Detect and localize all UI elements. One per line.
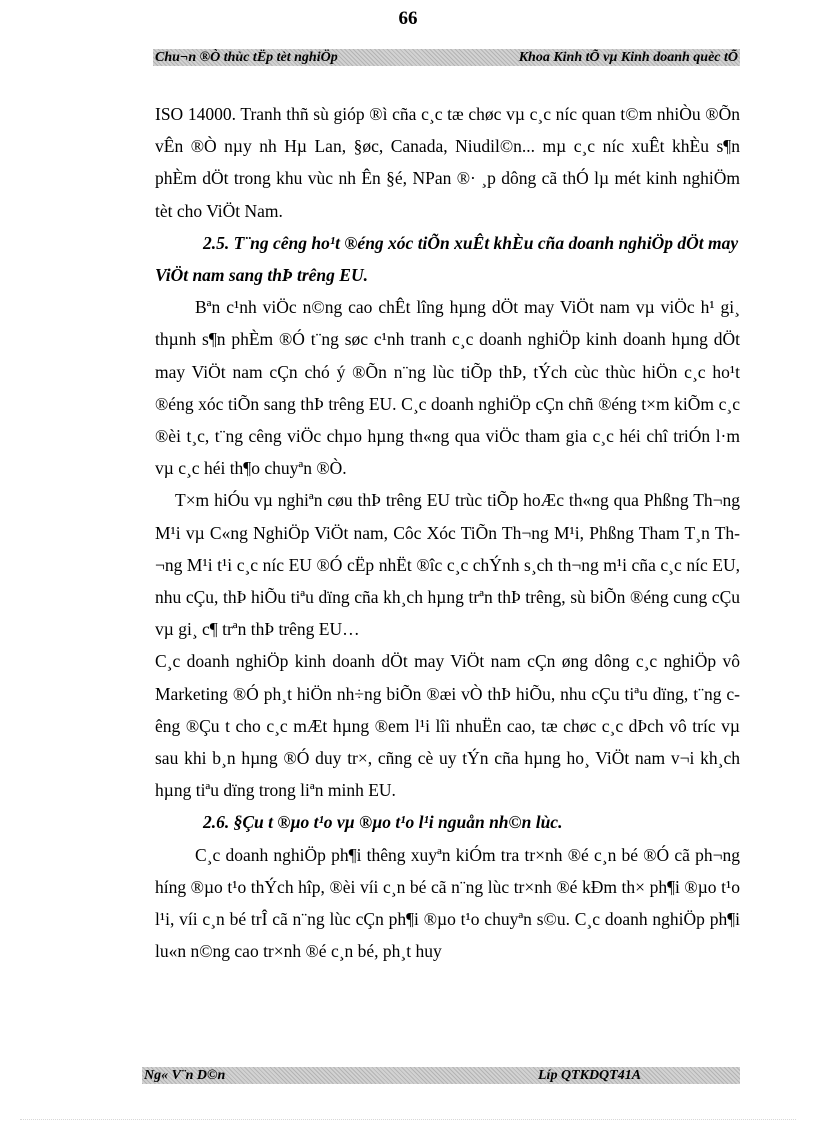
paragraph-staff-training: C¸c doanh nghiÖp ph¶i thêng xuyªn kiÓm tra tr×nh ®é c¸n bé ®Ó cã ph¬ng híng ®µo t¹o thÝch hîp, ®èi víi c¸n bé cã n¨ng lùc tr×nh ®é kÐm th× ph¶i ®µo t¹o l¹i, víi c¸n bé trÎ cã n¨ng lùc cÇn ph¶i ®µo t¹o chuyªn s©u. C¸c doanh nghiÖp ph¶i lu«n n©ng cao tr×nh ®é c¸n bé, ph¸t huy (155, 844, 740, 962)
footer-author: Ng« V¨n D©n (144, 1067, 226, 1083)
section-heading-2-6: 2.6. §Çu t ®µo t¹o vµ ®µo t¹o l¹i nguån nh©n lùc. (203, 812, 563, 833)
footer-class: Líp QTKDQT41A (538, 1067, 642, 1083)
paragraph-marketing-application: C¸c doanh nghiÖp kinh doanh dÖt may ViÖt nam cÇn øng dông c¸c nghiÖp vô Marketing ®Ó ph¸t hiÖn nh÷ng biÕn ®æi vÒ thÞ hiÕu, nhu cÇu tiªu dïng, t¨ng cêng ®Çu t cho c¸c mÆt hµng ®em l¹i lîi nhuËn cao, tæ chøc c¸c dÞch vô tríc vµ sau khi b¸n hµng ®Ó duy tr×, cñng cè uy tÝn cña hµng ho¸ ViÖt nam v¬i kh¸ch hµng tiªu dïng trong liªn minh EU. (155, 651, 740, 801)
paragraph-iso-14000: ISO 14000. Tranh thñ sù gióp ®ì cña c¸c tæ chøc vµ c¸c níc quan t©m nhiÒu ®Õn vÊn ®Ò nµy nh Hµ Lan, §øc, Canada, Niudil©n... mµ c¸c níc xuÊt khÈu s¶n phÈm dÖt trong khu vùc nh Ên §é, NPan ®· ¸p dông cã thÓ lµ mét kinh nghiÖm tèt cho ViÖt Nam. (155, 104, 740, 221)
header-faculty: Khoa Kinh tÕ vµ Kinh doanh quèc tÕ (518, 49, 738, 65)
section-heading-2-5: 2.5. T¨ng cêng ho¹t ®éng xóc tiÕn xuÊt khÈu cña doanh nghiÖp dÖt may ViÖt nam sang thÞ trêng EU. (155, 232, 739, 286)
page-body (155, 98, 740, 967)
running-header (153, 49, 740, 66)
page-number: 66 (398, 8, 418, 29)
page-bottom-rule (20, 1119, 796, 1120)
paragraph-market-research: T×m hiÓu vµ nghiªn cøu thÞ trêng EU trùc tiÕp hoÆc th«ng qua Phßng Th¬ng M¹i vµ C«ng NghiÖp ViÖt nam, Côc Xóc TiÕn Th¬ng M¹i, Phßng Tham T¸n Th¬ng M¹i t¹i c¸c níc EU ®Ó cËp nhËt ®îc c¸c chÝnh s¸ch th¬ng m¹i cña c¸c níc EU, nhu cÇu, thÞ hiÕu tiªu dïng cña kh¸ch hµng trªn thÞ trêng, sù biÕn ®éng cung cÇu vµ gi¸ c¶ trªn thÞ trêng EU… (155, 490, 740, 640)
header-document-title: Chu¬n ®Ò thùc tËp tèt nghiÖp (155, 49, 338, 65)
running-footer (142, 1067, 740, 1084)
paragraph-marketing-capacity: Bªn c¹nh viÖc n©ng cao chÊt lîng hµng dÖt may ViÖt nam vµ viÖc h¹ gi¸ thµnh s¶n phÈm ®Ó t¨ng søc c¹nh tranh c¸c doanh nghiÖp kinh doanh hµng dÖt may ViÖt nam cÇn chó ý ®Õn n¨ng lùc tiÕp thÞ, tÝch cùc thùc hiÖn c¸c ho¹t ®éng xóc tiÕn sang thÞ trêng EU. C¸c doanh nghiÖp cÇn chñ ®éng t×m kiÕm c¸c ®èi t¸c, t¨ng cêng viÖc chµo hµng th«ng qua viÖc tham gia c¸c héi chî triÓn l·m vµ c¸c héi th¶o chuyªn ®Ò. (155, 297, 740, 479)
